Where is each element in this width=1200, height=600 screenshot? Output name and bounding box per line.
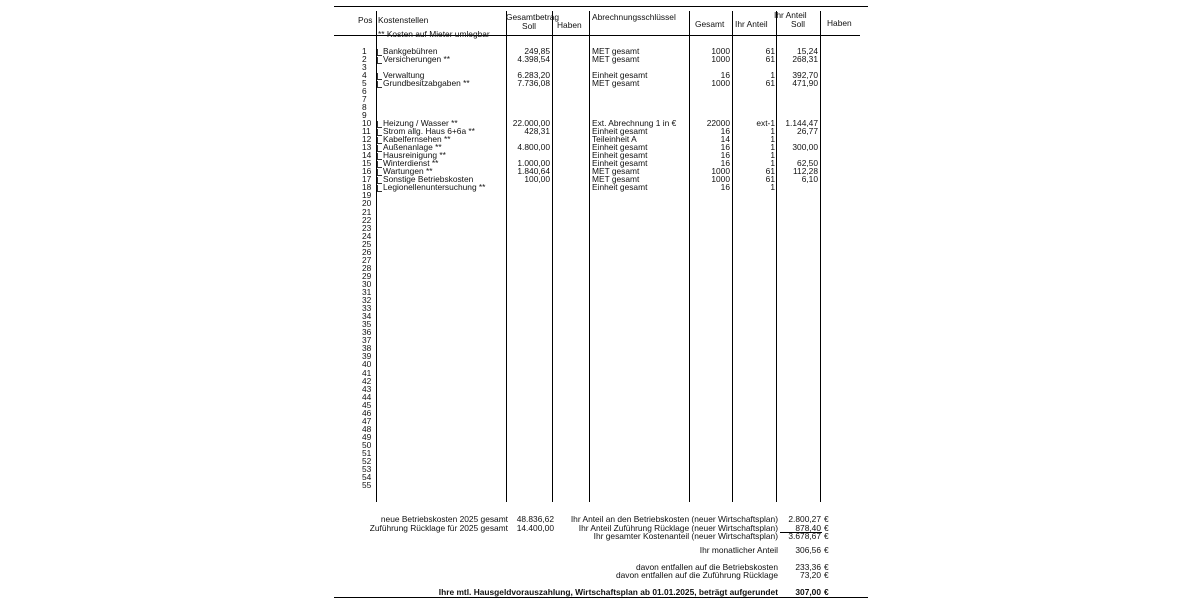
allocation-key: Einheit gesamt	[592, 182, 648, 193]
total-soll: 4.398,54	[517, 53, 550, 64]
position-number: 54	[362, 472, 372, 483]
allocation-key: Einheit gesamt	[592, 69, 648, 80]
position-number: 41	[362, 367, 372, 378]
header-haben: Haben	[557, 20, 582, 30]
row-marker	[377, 49, 382, 56]
position-number: 12	[362, 134, 372, 145]
split-cur-1: €	[824, 570, 829, 580]
allocation-key: Ext. Abrechnung 1 in €	[592, 117, 677, 128]
key-share: ext-1	[756, 117, 775, 128]
allocation-key: MET gesamt	[592, 45, 640, 56]
split-value-1: 73,20	[800, 570, 821, 580]
key-total: 1000	[711, 166, 730, 177]
cost-name: Strom allg. Haus 6+6a **	[383, 126, 475, 136]
split-value-0: 233,36	[795, 562, 821, 572]
cost-name: Außenanlage **	[383, 142, 442, 153]
key-share: 61	[765, 166, 775, 177]
header-soll: Soll	[522, 21, 536, 31]
sum-right-cur-0: €	[824, 514, 829, 524]
sum-left-label-0: neue Betriebskosten 2025 gesamt	[380, 514, 508, 524]
row-marker	[377, 153, 382, 160]
position-number: 53	[362, 464, 372, 475]
statement-sheet	[334, 0, 868, 600]
allocation-key: Einheit gesamt	[592, 126, 648, 136]
position-number: 23	[362, 222, 372, 233]
allocation-key: MET gesamt	[592, 53, 640, 64]
split-label-1: davon entfallen auf die Zuführung Rücklage	[615, 570, 778, 580]
sum-right-label-1: Ihr Anteil Zuführung Rücklage (neuer Wirtschaftsplan)	[578, 523, 778, 533]
sum-right-label-2: Ihr gesamter Kostenanteil (neuer Wirtschaftsplan)	[593, 531, 778, 541]
allocation-key: Einheit gesamt	[592, 142, 648, 153]
total-soll: 4.800,00	[517, 142, 550, 153]
position-number: 48	[362, 423, 372, 434]
header-haben-anteil: Haben	[827, 18, 852, 28]
split-label-0: davon entfallen auf die Betriebskosten	[635, 562, 778, 572]
header-kostenstellen: Kostenstellen	[378, 15, 429, 25]
position-number: 17	[362, 174, 372, 185]
position-number: 10	[362, 117, 372, 128]
position-number: 40	[362, 359, 372, 370]
position-number: 52	[362, 456, 372, 467]
position-number: 26	[362, 246, 372, 257]
final-value: 307,00	[795, 587, 821, 597]
position-number: 9	[362, 109, 367, 120]
key-total: 1000	[711, 53, 730, 64]
share-soll: 15,24	[797, 45, 818, 56]
header-ihr-anteil-group: Ihr Anteil	[774, 10, 807, 20]
position-number: 22	[362, 214, 372, 225]
share-soll: 6,10	[801, 174, 818, 185]
position-number: 37	[362, 335, 372, 346]
position-number: 36	[362, 327, 372, 338]
cost-name: Verwaltung	[383, 69, 425, 80]
position-number: 51	[362, 448, 372, 458]
share-soll: 1.144,47	[785, 117, 818, 128]
key-share: 61	[765, 174, 775, 185]
key-total: 22000	[706, 117, 730, 128]
allocation-key: MET gesamt	[592, 166, 640, 177]
row-marker	[377, 57, 382, 64]
header-schluessel: Abrechnungsschlüssel	[592, 12, 676, 22]
monthly-value: 306,56	[795, 545, 821, 555]
cost-name: Wartungen **	[383, 166, 433, 177]
position-number: 3	[362, 61, 367, 72]
position-number: 28	[362, 262, 372, 273]
key-total: 16	[720, 142, 730, 153]
allocation-key: Teileinheit A	[592, 134, 637, 145]
position-number: 21	[362, 206, 372, 217]
position-number: 19	[362, 190, 372, 201]
sum-left-value-0: 48.836,62	[516, 514, 554, 524]
total-soll: 1.840,64	[517, 166, 550, 177]
position-number: 33	[362, 303, 372, 314]
total-soll: 7.736,08	[517, 77, 550, 88]
key-share: 1	[770, 142, 775, 153]
cost-name: Bankgebühren	[383, 45, 438, 56]
position-number: 31	[362, 287, 372, 297]
split-cur-0: €	[824, 562, 829, 572]
position-number: 30	[362, 278, 372, 289]
share-soll: 26,77	[797, 126, 818, 136]
position-number: 29	[362, 270, 372, 281]
allocation-key: Einheit gesamt	[592, 158, 648, 169]
share-soll: 471,90	[792, 77, 818, 88]
sum-left-label-1: Zuführung Rücklage für 2025 gesamt	[369, 523, 508, 533]
position-number: 38	[362, 343, 372, 354]
header-pos: Pos	[358, 15, 373, 25]
share-soll: 392,70	[792, 69, 818, 80]
position-number: 55	[362, 480, 372, 491]
key-total: 16	[720, 126, 730, 136]
total-soll: 428,31	[524, 126, 550, 136]
position-number: 2	[362, 53, 367, 64]
cost-name: Hausreinigung **	[383, 150, 446, 161]
row-marker	[377, 177, 382, 184]
position-number: 7	[362, 93, 367, 104]
key-total: 14	[720, 134, 730, 145]
position-number: 20	[362, 198, 372, 209]
key-share: 1	[770, 150, 775, 161]
row-marker	[377, 145, 382, 152]
sum-right-label-0: Ihr Anteil an den Betriebskosten (neuer Wirtschaftsplan)	[570, 514, 778, 524]
position-number: 27	[362, 254, 372, 265]
position-number: 46	[362, 407, 372, 418]
key-total: 1000	[711, 174, 730, 185]
key-total: 1000	[711, 45, 730, 56]
monthly-label: Ihr monatlicher Anteil	[699, 545, 778, 555]
key-total: 16	[720, 182, 730, 193]
key-share: 1	[770, 158, 775, 169]
header-gesamt: Gesamt	[695, 19, 725, 29]
position-number: 14	[362, 150, 372, 161]
cost-name: Versicherungen **	[383, 53, 451, 64]
position-number: 34	[362, 311, 372, 322]
position-number: 44	[362, 391, 372, 402]
key-share: 61	[765, 77, 775, 88]
final-label: Ihre mtl. Hausgeldvorauszahlung, Wirtschaftsplan ab 01.01.2025, beträgt aufgerundet	[438, 587, 778, 597]
col-divider	[589, 11, 590, 502]
row-marker	[377, 169, 382, 176]
key-total: 16	[720, 69, 730, 80]
key-share: 61	[765, 53, 775, 64]
total-soll: 100,00	[524, 174, 550, 185]
final-cur: €	[824, 587, 829, 597]
top-rule	[334, 6, 868, 7]
col-divider	[820, 11, 821, 502]
total-soll: 6.283,20	[517, 69, 550, 80]
position-number: 49	[362, 431, 372, 442]
position-number: 42	[362, 375, 372, 386]
cost-name: Sonstige Betriebskosten	[383, 174, 474, 185]
total-soll: 1.000,00	[517, 158, 550, 169]
key-total: 16	[720, 158, 730, 169]
row-marker	[377, 137, 382, 144]
position-number: 24	[362, 230, 372, 241]
cost-name: Legionellenuntersuchung **	[383, 182, 486, 193]
col-divider	[552, 11, 553, 502]
key-share: 1	[770, 182, 775, 193]
position-number: 45	[362, 399, 372, 410]
position-number: 16	[362, 166, 372, 177]
monthly-cur: €	[824, 545, 829, 555]
key-share: 1	[770, 134, 775, 145]
sum-right-cur-2: €	[824, 531, 829, 541]
key-share: 1	[770, 126, 775, 136]
key-share: 1	[770, 69, 775, 80]
sum-right-cur-1: €	[824, 523, 829, 533]
header-ihr-anteil: Ihr Anteil	[735, 19, 768, 29]
position-number: 11	[362, 126, 371, 136]
position-number: 6	[362, 85, 367, 96]
share-soll: 112,28	[793, 166, 818, 177]
position-number: 13	[362, 142, 372, 153]
key-total: 1000	[711, 77, 730, 88]
share-soll: 268,31	[792, 53, 818, 64]
sum-left-value-1: 14.400,00	[516, 523, 554, 533]
key-total: 16	[720, 150, 730, 161]
note-umlegbar: ** Kosten auf Mieter umlegbar	[378, 29, 490, 39]
sum-right-value-2: 3.678,67	[788, 531, 821, 541]
sum-right-value-1: 878,40	[795, 523, 821, 533]
row-marker	[377, 73, 382, 80]
position-number: 50	[362, 439, 372, 450]
row-marker	[377, 81, 382, 88]
share-soll: 62,50	[797, 158, 818, 169]
allocation-key: MET gesamt	[592, 174, 640, 185]
cost-name: Heizung / Wasser **	[383, 117, 458, 128]
row-marker	[377, 129, 382, 136]
position-number: 32	[362, 295, 372, 306]
position-number: 43	[362, 383, 372, 394]
row-marker	[377, 161, 382, 168]
position-number: 25	[362, 238, 372, 249]
key-share: 61	[765, 45, 775, 56]
sum-right-value-0: 2.800,27	[788, 514, 821, 524]
cost-name: Winterdienst **	[383, 158, 439, 169]
share-soll: 300,00	[792, 142, 818, 153]
position-number: 5	[362, 77, 367, 88]
row-marker	[377, 185, 382, 192]
bottom-rule	[334, 597, 868, 598]
position-number: 15	[362, 158, 372, 169]
position-number: 1	[362, 45, 367, 56]
cost-name: Kabelfernsehen **	[383, 134, 451, 145]
position-number: 18	[362, 182, 372, 193]
position-number: 39	[362, 351, 372, 362]
header-gesamtbetrag: Gesamtbetrag	[506, 12, 560, 22]
position-number: 8	[362, 101, 367, 112]
row-marker	[377, 121, 382, 128]
allocation-key: MET gesamt	[592, 77, 640, 88]
position-number: 47	[362, 415, 372, 426]
position-number: 35	[362, 319, 372, 330]
total-soll: 249,85	[524, 45, 550, 56]
position-number: 4	[362, 69, 367, 80]
total-soll: 22.000,00	[512, 117, 550, 128]
header-soll-anteil: Soll	[791, 19, 805, 29]
cost-name: Grundbesitzabgaben **	[383, 77, 470, 88]
allocation-key: Einheit gesamt	[592, 150, 648, 161]
